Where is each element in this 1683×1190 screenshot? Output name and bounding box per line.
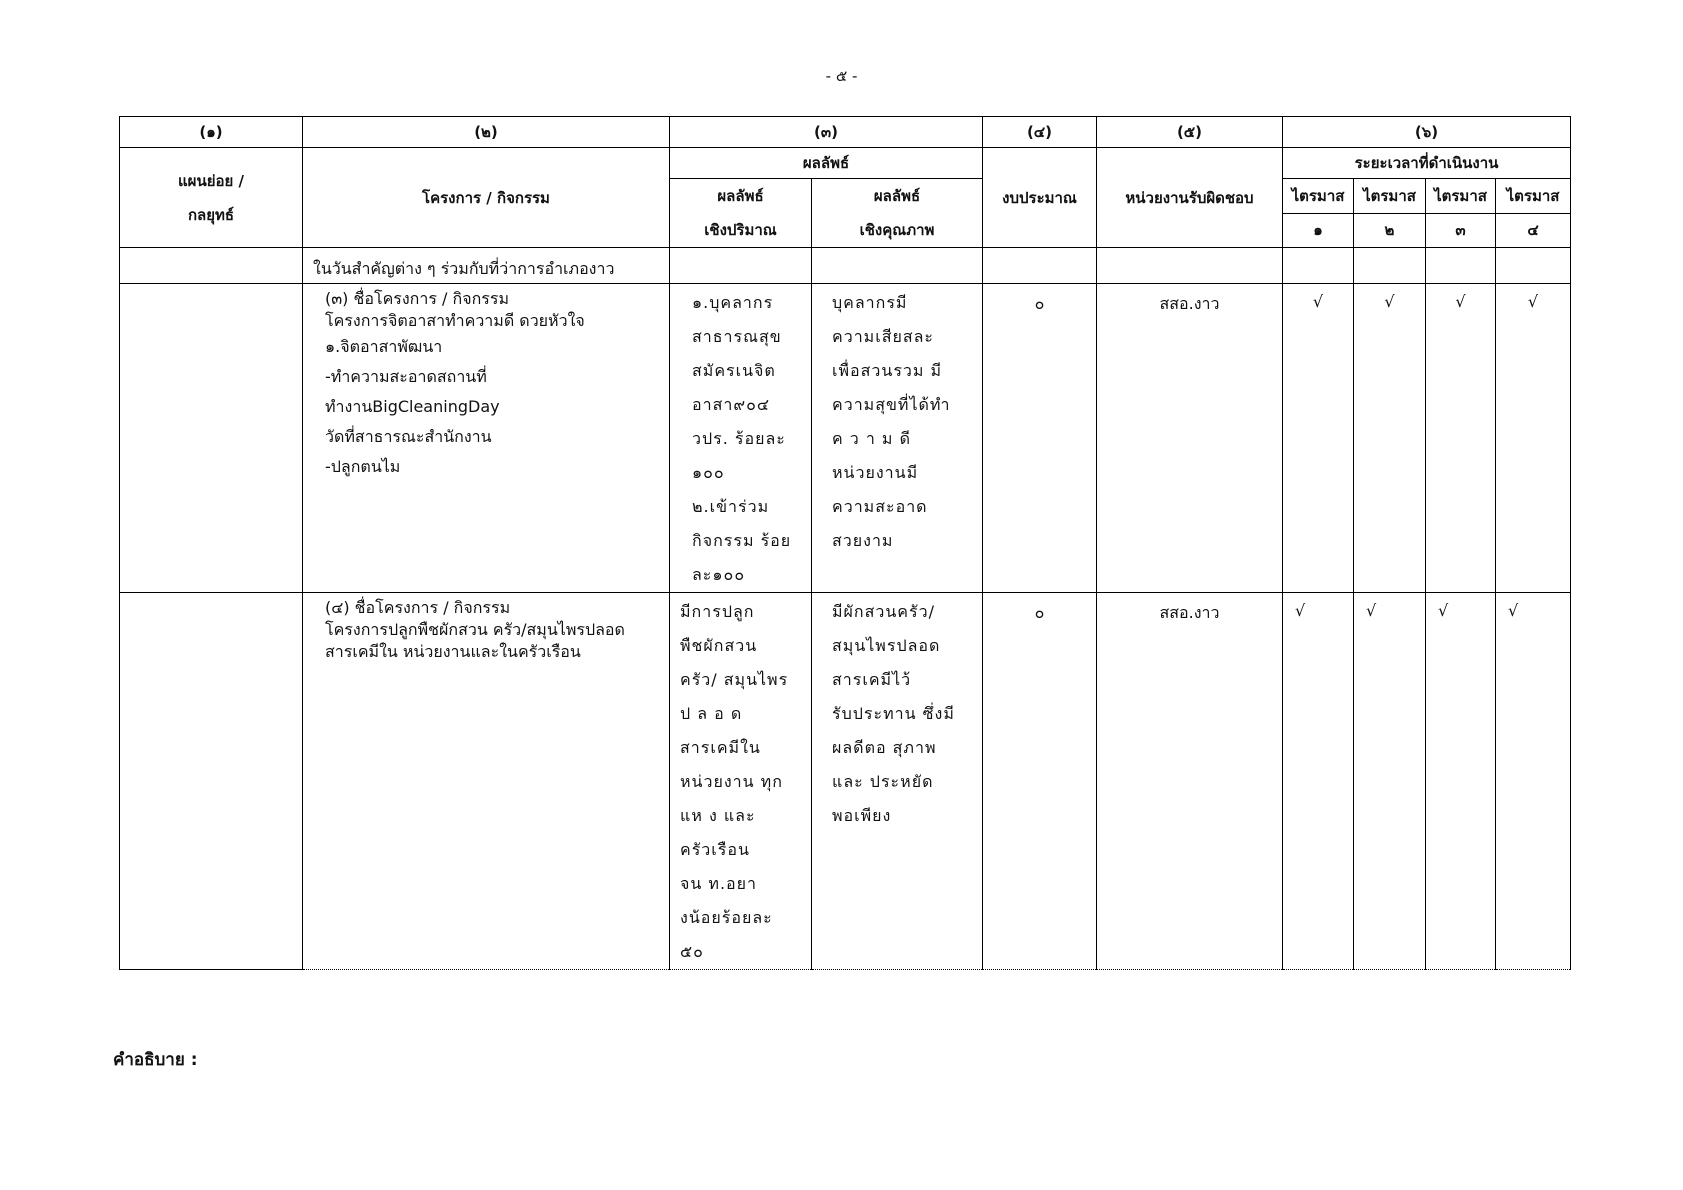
quarter-2-check: √ bbox=[1354, 284, 1426, 593]
quarter-1-number: ๑ bbox=[1283, 213, 1354, 248]
table-row bbox=[120, 593, 1571, 970]
quarter-4-header: ไตรมาส bbox=[1496, 179, 1571, 214]
budget-cell: ๐ bbox=[983, 284, 1097, 593]
continuation-row bbox=[120, 248, 1571, 284]
explanation-label: คำอธิบาย : bbox=[113, 1050, 198, 1070]
project-plan-table bbox=[119, 116, 1571, 970]
project-activity-header: โครงการ / กิจกรรม bbox=[303, 148, 670, 248]
quarter-2-check: √ bbox=[1354, 593, 1426, 970]
col-number: (๒) bbox=[303, 117, 670, 148]
outcome-quality-cell: บุคลากรมี ความเสียสละ เพื่อสวนรวม มี ความสุขที่ได้ทำ ค ว า ม ดี หน่วยงานมี ความสะอาด สวยงาม bbox=[812, 284, 983, 593]
outcome-quantity-cell: ๑.บุคลากร สาธารณสุข สมัครเนจิต อาสา๙๐๔ วปร. ร้อยละ ๑๐๐ ๒.เข้าร่วม กิจกรรม ร้อย ละ๑๐๐ bbox=[670, 284, 812, 593]
plan-strategy-cell bbox=[120, 284, 303, 593]
quarter-3-number: ๓ bbox=[1426, 213, 1496, 248]
timeframe-header: ระยะเวลาที่ดำเนินงาน bbox=[1283, 148, 1571, 179]
outcome-quality-cell: มีผักสวนครัว/ สมุนไพรปลอด สารเคมีไว้ รับประทาน ซึ่งมี ผลดีตอ สุภาพ และ ประหยัด พอเพียง bbox=[812, 593, 983, 970]
col-number: (๕) bbox=[1097, 117, 1283, 148]
quarter-3-header: ไตรมาส bbox=[1426, 179, 1496, 214]
outcome-header: ผลลัพธ์ bbox=[670, 148, 983, 179]
quarter-4-number: ๔ bbox=[1496, 213, 1571, 248]
quarter-1-header: ไตรมาส bbox=[1283, 179, 1354, 214]
budget-cell: ๐ bbox=[983, 593, 1097, 970]
quarter-3-check: √ bbox=[1426, 593, 1496, 970]
responsible-unit-header: หน่วยงานรับผิดชอบ bbox=[1097, 148, 1283, 248]
outcome-quantity-cell: มีการปลูก พืชผักสวน ครัว/ สมุนไพร ป ล อ ด สารเคมีใน หน่วยงาน ทุก แห ง และ ครัวเรือน จน ท.อยา งน้อยร้อยละ ๕๐ bbox=[670, 593, 812, 970]
col-number: (๓) bbox=[670, 117, 983, 148]
responsible-unit-cell: สสอ.งาว bbox=[1097, 284, 1283, 593]
project-cell: (๓) ชื่อโครงการ / กิจกรรม โครงการจิตอาสาทำความดี ดวยหัวใจ ๑.จิตอาสาพัฒนา -ทำความสะอาดสถานที่ ทำงานBigCleaningDay วัดที่สาธารณะสำนักงาน -ปลูกตนไม bbox=[303, 284, 670, 593]
table-row bbox=[120, 284, 1571, 593]
quarter-2-header: ไตรมาส bbox=[1354, 179, 1426, 214]
col-number: (๑) bbox=[120, 117, 303, 148]
quarter-4-check: √ bbox=[1496, 593, 1571, 970]
column-number-row bbox=[120, 117, 1571, 148]
project-cell: (๔) ชื่อโครงการ / กิจกรรม โครงการปลูกพืชผักสวน ครัว/สมุนไพรปลอด สารเคมีใน หน่วยงานและในครัวเรือน bbox=[303, 593, 670, 970]
quarter-4-check: √ bbox=[1496, 284, 1571, 593]
col-number: (๖) bbox=[1283, 117, 1571, 148]
budget-header: งบประมาณ bbox=[983, 148, 1097, 248]
header-row bbox=[120, 148, 1571, 179]
responsible-unit-cell: สสอ.งาว bbox=[1097, 593, 1283, 970]
col-number: (๔) bbox=[983, 117, 1097, 148]
quarter-3-check: √ bbox=[1426, 284, 1496, 593]
outcome-quantity-header: ผลลัพธ์ เชิงปริมาณ bbox=[670, 179, 812, 248]
quarter-1-check: √ bbox=[1283, 284, 1354, 593]
plan-strategy-header: แผนย่อย / กลยุทธ์ bbox=[120, 148, 303, 248]
quarter-1-check: √ bbox=[1283, 593, 1354, 970]
continuation-text: ในวันสำคัญต่าง ๆ ร่วมกับที่ว่าการอำเภองาว bbox=[313, 259, 615, 278]
page-number: - ๕ - bbox=[825, 67, 858, 85]
outcome-quality-header: ผลลัพธ์ เชิงคุณภาพ bbox=[812, 179, 983, 248]
quarter-2-number: ๒ bbox=[1354, 213, 1426, 248]
plan-strategy-cell bbox=[120, 593, 303, 970]
